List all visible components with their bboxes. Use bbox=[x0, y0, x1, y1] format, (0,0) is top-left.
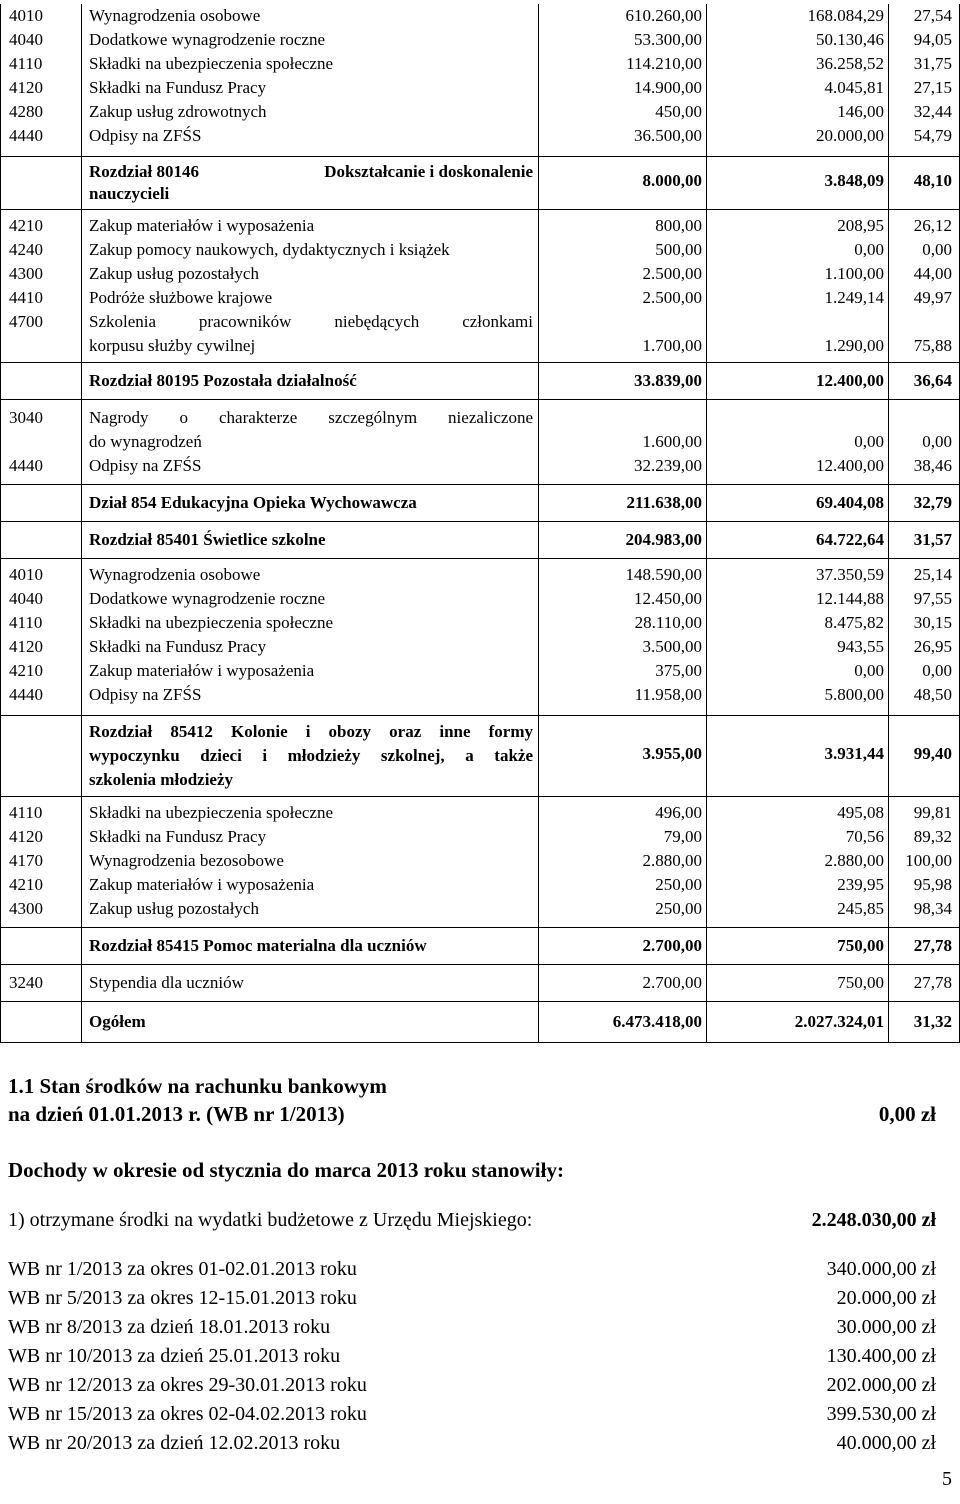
wb-list bbox=[8, 1255, 936, 1458]
received-amount: 2.248.030,00 zł bbox=[811, 1209, 936, 1231]
percent-value: 30,15 bbox=[913, 613, 952, 632]
code: 4120 bbox=[9, 827, 43, 846]
table-row bbox=[1, 587, 959, 611]
plan-value: 53.300,00 bbox=[634, 30, 702, 49]
row-name: Nagrody o charakterze szczególnym niezaliczone bbox=[89, 408, 533, 427]
wb-label: WB nr 12/2013 za okres 29-30.01.2013 roku bbox=[8, 1374, 367, 1396]
row-name: Zakup materiałów i wyposażenia bbox=[89, 875, 315, 894]
row-name: Wynagrodzenia osobowe bbox=[89, 6, 261, 25]
percent-value: 31,75 bbox=[913, 54, 952, 73]
section-title: nauczycieli bbox=[89, 184, 170, 203]
code: 4300 bbox=[9, 899, 43, 918]
wb-label: WB nr 5/2013 za okres 12-15.01.2013 roku bbox=[8, 1287, 357, 1309]
plan-value: 2.700,00 bbox=[642, 973, 702, 992]
total-label: Ogółem bbox=[89, 1012, 146, 1031]
plan-value: 250,00 bbox=[655, 899, 702, 918]
exec-value: 750,00 bbox=[837, 973, 884, 992]
code: 3240 bbox=[9, 973, 43, 992]
percent-value: 25,14 bbox=[913, 565, 952, 584]
row-name: Składki na ubezpieczenia społeczne bbox=[89, 54, 334, 73]
section-title: Rozdział 85412 Kolonie i obozy oraz inne formy bbox=[89, 722, 533, 741]
percent-value: 27,78 bbox=[913, 973, 952, 992]
plan-value: 204.983,00 bbox=[625, 530, 702, 549]
wb-label: WB nr 20/2013 za dzień 12.02.2013 roku bbox=[8, 1432, 341, 1454]
percent-value: 94,05 bbox=[913, 30, 952, 49]
wb-amount: 399.530,00 zł bbox=[826, 1403, 936, 1425]
exec-value: 64.722,64 bbox=[816, 530, 884, 549]
exec-value: 4.045,81 bbox=[824, 78, 884, 97]
section-row-80195 bbox=[1, 362, 959, 400]
wb-amount: 130.400,00 zł bbox=[826, 1345, 936, 1367]
table-row bbox=[1, 76, 959, 100]
table-row bbox=[1, 849, 959, 873]
plan-value: 14.900,00 bbox=[634, 78, 702, 97]
plan-value: 148.590,00 bbox=[625, 565, 702, 584]
row-name: korpusu służby cywilnej bbox=[89, 336, 256, 355]
row-name: Zakup pomocy naukowych, dydaktycznych i książek bbox=[89, 240, 450, 259]
plan-value: 114.210,00 bbox=[626, 54, 702, 73]
plan-value: 496,00 bbox=[655, 803, 702, 822]
wb-item bbox=[8, 1255, 936, 1284]
code: 4210 bbox=[9, 875, 43, 894]
table-row bbox=[1, 4, 959, 28]
table-row bbox=[1, 262, 959, 286]
plan-value: 36.500,00 bbox=[634, 126, 702, 145]
table-row bbox=[1, 28, 959, 52]
plan-value: 2.880,00 bbox=[642, 851, 702, 870]
table-block-2 bbox=[1, 214, 959, 310]
row-name: Zakup materiałów i wyposażenia bbox=[89, 661, 315, 680]
plan-value: 12.450,00 bbox=[634, 589, 702, 608]
percent-value: 26,95 bbox=[913, 637, 952, 656]
plan-value: 375,00 bbox=[655, 661, 702, 680]
exec-value: 69.404,08 bbox=[816, 493, 884, 512]
code: 4110 bbox=[9, 613, 43, 632]
section-title: szkolenia młodzieży bbox=[89, 770, 234, 789]
exec-value: 1.249,14 bbox=[824, 288, 884, 307]
row-name: Zakup usług pozostałych bbox=[89, 899, 259, 918]
exec-value: 36.258,52 bbox=[816, 54, 884, 73]
percent-value: 98,34 bbox=[913, 899, 952, 918]
percent-value: 31,32 bbox=[913, 1012, 952, 1031]
table-row bbox=[1, 406, 959, 454]
percent-value: 32,44 bbox=[913, 102, 952, 121]
wb-amount: 202.000,00 zł bbox=[826, 1374, 936, 1396]
wb-amount: 30.000,00 zł bbox=[836, 1316, 936, 1338]
table-row bbox=[1, 286, 959, 310]
plan-value: 1.600,00 bbox=[642, 432, 702, 451]
exec-value: 12.400,00 bbox=[816, 456, 884, 475]
section-row-85415 bbox=[1, 927, 959, 965]
table-row bbox=[1, 635, 959, 659]
wb-amount: 40.000,00 zł bbox=[836, 1432, 936, 1454]
wb-amount: 340.000,00 zł bbox=[826, 1258, 936, 1280]
section-title: Rozdział 85401 Świetlice szkolne bbox=[89, 530, 326, 549]
plan-value: 211.638,00 bbox=[626, 493, 702, 512]
code: 4210 bbox=[9, 216, 43, 235]
row-name: Odpisy na ZFŚS bbox=[89, 126, 202, 145]
code: 4170 bbox=[9, 851, 43, 870]
code: 4440 bbox=[9, 456, 43, 475]
row-name: Zakup usług pozostałych bbox=[89, 264, 259, 283]
exec-value: 239,95 bbox=[837, 875, 884, 894]
section-title: Rozdział 80195 Pozostała działalność bbox=[89, 371, 357, 390]
percent-value: 100,00 bbox=[905, 851, 952, 870]
exec-value: 0,00 bbox=[854, 240, 884, 259]
heading-line: na dzień 01.01.2013 r. (WB nr 1/2013) bbox=[8, 1102, 345, 1126]
section-title: Rozdział 80146 bbox=[89, 162, 200, 181]
code: 4040 bbox=[9, 30, 43, 49]
wb-amount: 20.000,00 zł bbox=[836, 1287, 936, 1309]
row-name: Zakup usług zdrowotnych bbox=[89, 102, 267, 121]
code: 4010 bbox=[9, 565, 43, 584]
wb-item bbox=[8, 1371, 936, 1400]
budget-table bbox=[0, 4, 960, 1043]
wb-item bbox=[8, 1284, 936, 1313]
code: 4700 bbox=[9, 312, 43, 331]
plan-value: 2.500,00 bbox=[642, 264, 702, 283]
percent-value: 99,81 bbox=[913, 803, 952, 822]
income-heading: Dochody w okresie od stycznia do marca 2013 roku stanowiły: bbox=[8, 1158, 564, 1182]
wb-item bbox=[8, 1342, 936, 1371]
exec-value: 1.290,00 bbox=[824, 336, 884, 355]
percent-value: 38,46 bbox=[913, 456, 952, 475]
exec-value: 0,00 bbox=[854, 432, 884, 451]
table-row bbox=[1, 825, 959, 849]
row-name: Składki na Fundusz Pracy bbox=[89, 827, 267, 846]
plan-value: 33.839,00 bbox=[634, 371, 702, 390]
wb-item bbox=[8, 1429, 936, 1458]
percent-value: 89,32 bbox=[913, 827, 952, 846]
received-label: 1) otrzymane środki na wydatki budżetowe z Urzędu Miejskiego: bbox=[8, 1209, 533, 1231]
row-name: Wynagrodzenia bezosobowe bbox=[89, 851, 284, 870]
percent-value: 44,00 bbox=[913, 264, 952, 283]
row-name: Składki na Fundusz Pracy bbox=[89, 78, 267, 97]
heading-line: 1.1 Stan środków na rachunku bankowym bbox=[8, 1074, 387, 1098]
percent-value: 49,97 bbox=[913, 288, 952, 307]
percent-value: 54,79 bbox=[913, 126, 952, 145]
plan-value: 800,00 bbox=[655, 216, 702, 235]
wb-item bbox=[8, 1313, 936, 1342]
exec-value: 245,85 bbox=[837, 899, 884, 918]
row-name: Składki na ubezpieczenia społeczne bbox=[89, 803, 334, 822]
plan-value: 6.473.418,00 bbox=[612, 1012, 702, 1031]
wb-label: WB nr 10/2013 za dzień 25.01.2013 roku bbox=[8, 1345, 341, 1367]
received-line bbox=[8, 1206, 936, 1234]
table-row bbox=[1, 611, 959, 635]
exec-value: 2.880,00 bbox=[824, 851, 884, 870]
plan-value: 32.239,00 bbox=[634, 456, 702, 475]
plan-value: 79,00 bbox=[663, 827, 702, 846]
section-title: Dział 854 Edukacyjna Opieka Wychowawcza bbox=[89, 493, 417, 512]
table-row bbox=[1, 100, 959, 124]
percent-value: 48,50 bbox=[913, 685, 952, 704]
row-name: Składki na ubezpieczenia społeczne bbox=[89, 613, 334, 632]
wb-label: WB nr 1/2013 za okres 01-02.01.2013 roku bbox=[8, 1258, 357, 1280]
section-row-85401 bbox=[1, 522, 959, 559]
row-name: Dodatkowe wynagrodzenie roczne bbox=[89, 30, 326, 49]
plan-value: 250,00 bbox=[655, 875, 702, 894]
code: 4300 bbox=[9, 264, 43, 283]
exec-value: 12.400,00 bbox=[816, 371, 884, 390]
table-row bbox=[1, 965, 959, 1001]
exec-value: 50.130,46 bbox=[816, 30, 884, 49]
code: 4010 bbox=[9, 6, 43, 25]
percent-value: 27,78 bbox=[913, 936, 952, 955]
percent-value: 27,54 bbox=[913, 6, 952, 25]
percent-value: 32,79 bbox=[913, 493, 952, 512]
exec-value: 168.084,29 bbox=[807, 6, 884, 25]
wb-label: WB nr 8/2013 za dzień 18.01.2013 roku bbox=[8, 1316, 331, 1338]
exec-value: 5.800,00 bbox=[824, 685, 884, 704]
row-name: Składki na Fundusz Pracy bbox=[89, 637, 267, 656]
code: 4440 bbox=[9, 126, 43, 145]
percent-value: 36,64 bbox=[913, 371, 952, 390]
table-row bbox=[1, 238, 959, 262]
row-name: Podróże służbowe krajowe bbox=[89, 288, 273, 307]
percent-value: 97,55 bbox=[913, 589, 952, 608]
plan-value: 2.500,00 bbox=[642, 288, 702, 307]
percent-value: 75,88 bbox=[913, 336, 952, 355]
exec-value: 0,00 bbox=[854, 661, 884, 680]
percent-value: 26,12 bbox=[913, 216, 952, 235]
plan-value: 3.955,00 bbox=[642, 744, 702, 763]
code: 4440 bbox=[9, 685, 43, 704]
balance-amount: 0,00 zł bbox=[878, 1102, 936, 1126]
section-title: Rozdział 85415 Pomoc materialna dla uczniów bbox=[89, 936, 427, 955]
section-row-80146 bbox=[1, 156, 959, 210]
table-row bbox=[1, 659, 959, 683]
percent-value: 99,40 bbox=[913, 744, 952, 763]
section-title: wypoczynku dzieci i młodzieży szkolnej, a także bbox=[89, 746, 533, 765]
exec-value: 1.100,00 bbox=[824, 264, 884, 283]
exec-value: 943,55 bbox=[837, 637, 884, 656]
plan-value: 1.700,00 bbox=[642, 336, 702, 355]
row-name: Odpisy na ZFŚS bbox=[89, 685, 202, 704]
plan-value: 8.000,00 bbox=[642, 171, 702, 190]
percent-value: 31,57 bbox=[913, 530, 952, 549]
exec-value: 495,08 bbox=[837, 803, 884, 822]
table-block-3 bbox=[1, 563, 959, 707]
percent-value: 95,98 bbox=[913, 875, 952, 894]
exec-value: 750,00 bbox=[837, 936, 884, 955]
code: 4280 bbox=[9, 102, 43, 121]
percent-value: 27,15 bbox=[913, 78, 952, 97]
bank-balance-heading bbox=[8, 1072, 936, 1128]
percent-value: 48,10 bbox=[913, 171, 952, 190]
exec-value: 2.027.324,01 bbox=[794, 1012, 884, 1031]
row-name: Szkolenia pracowników niebędących członkami bbox=[89, 312, 533, 331]
wb-item bbox=[8, 1400, 936, 1429]
plan-value: 500,00 bbox=[655, 240, 702, 259]
code: 4240 bbox=[9, 240, 43, 259]
exec-value: 8.475,82 bbox=[824, 613, 884, 632]
row-name: Stypendia dla uczniów bbox=[89, 973, 244, 992]
table-block-1 bbox=[1, 4, 959, 148]
table-row bbox=[1, 563, 959, 587]
code: 3040 bbox=[9, 408, 43, 427]
wb-label: WB nr 15/2013 za okres 02-04.02.2013 roku bbox=[8, 1403, 367, 1425]
row-name: Dodatkowe wynagrodzenie roczne bbox=[89, 589, 326, 608]
exec-value: 208,95 bbox=[837, 216, 884, 235]
code: 4110 bbox=[9, 803, 43, 822]
exec-value: 70,56 bbox=[845, 827, 884, 846]
plan-value: 610.260,00 bbox=[625, 6, 702, 25]
table-row bbox=[1, 897, 959, 921]
exec-value: 146,00 bbox=[837, 102, 884, 121]
percent-value: 0,00 bbox=[922, 661, 952, 680]
page-number: 5 bbox=[942, 1468, 952, 1490]
table-row bbox=[1, 52, 959, 76]
plan-value: 28.110,00 bbox=[634, 613, 702, 632]
table-row bbox=[1, 873, 959, 897]
percent-value: 0,00 bbox=[922, 432, 952, 451]
plan-value: 2.700,00 bbox=[642, 936, 702, 955]
code: 4210 bbox=[9, 661, 43, 680]
table-row bbox=[1, 683, 959, 707]
exec-value: 20.000,00 bbox=[816, 126, 884, 145]
exec-value: 3.931,44 bbox=[824, 744, 884, 763]
table-row bbox=[1, 124, 959, 148]
plan-value: 11.958,00 bbox=[634, 685, 702, 704]
row-name: Odpisy na ZFŚS bbox=[89, 456, 202, 475]
table-row bbox=[1, 454, 959, 478]
row-name: do wynagrodzeń bbox=[89, 432, 202, 451]
code: 4040 bbox=[9, 589, 43, 608]
dzial-854-row bbox=[1, 484, 959, 522]
exec-value: 3.848,09 bbox=[824, 171, 884, 190]
code: 4110 bbox=[9, 54, 43, 73]
code: 4120 bbox=[9, 637, 43, 656]
table-row bbox=[1, 310, 959, 358]
table-row bbox=[1, 214, 959, 238]
percent-value: 0,00 bbox=[922, 240, 952, 259]
row-name: Wynagrodzenia osobowe bbox=[89, 565, 261, 584]
row-name: Zakup materiałów i wyposażenia bbox=[89, 216, 315, 235]
exec-value: 37.350,59 bbox=[816, 565, 884, 584]
code: 4410 bbox=[9, 288, 43, 307]
section-row-85412 bbox=[1, 715, 959, 797]
table-row bbox=[1, 801, 959, 825]
total-row bbox=[1, 1001, 959, 1042]
table-block-4 bbox=[1, 801, 959, 921]
code: 4120 bbox=[9, 78, 43, 97]
exec-value: 12.144,88 bbox=[816, 589, 884, 608]
plan-value: 3.500,00 bbox=[642, 637, 702, 656]
plan-value: 450,00 bbox=[655, 102, 702, 121]
section-title: Dokształcanie i doskonalenie bbox=[324, 162, 533, 181]
